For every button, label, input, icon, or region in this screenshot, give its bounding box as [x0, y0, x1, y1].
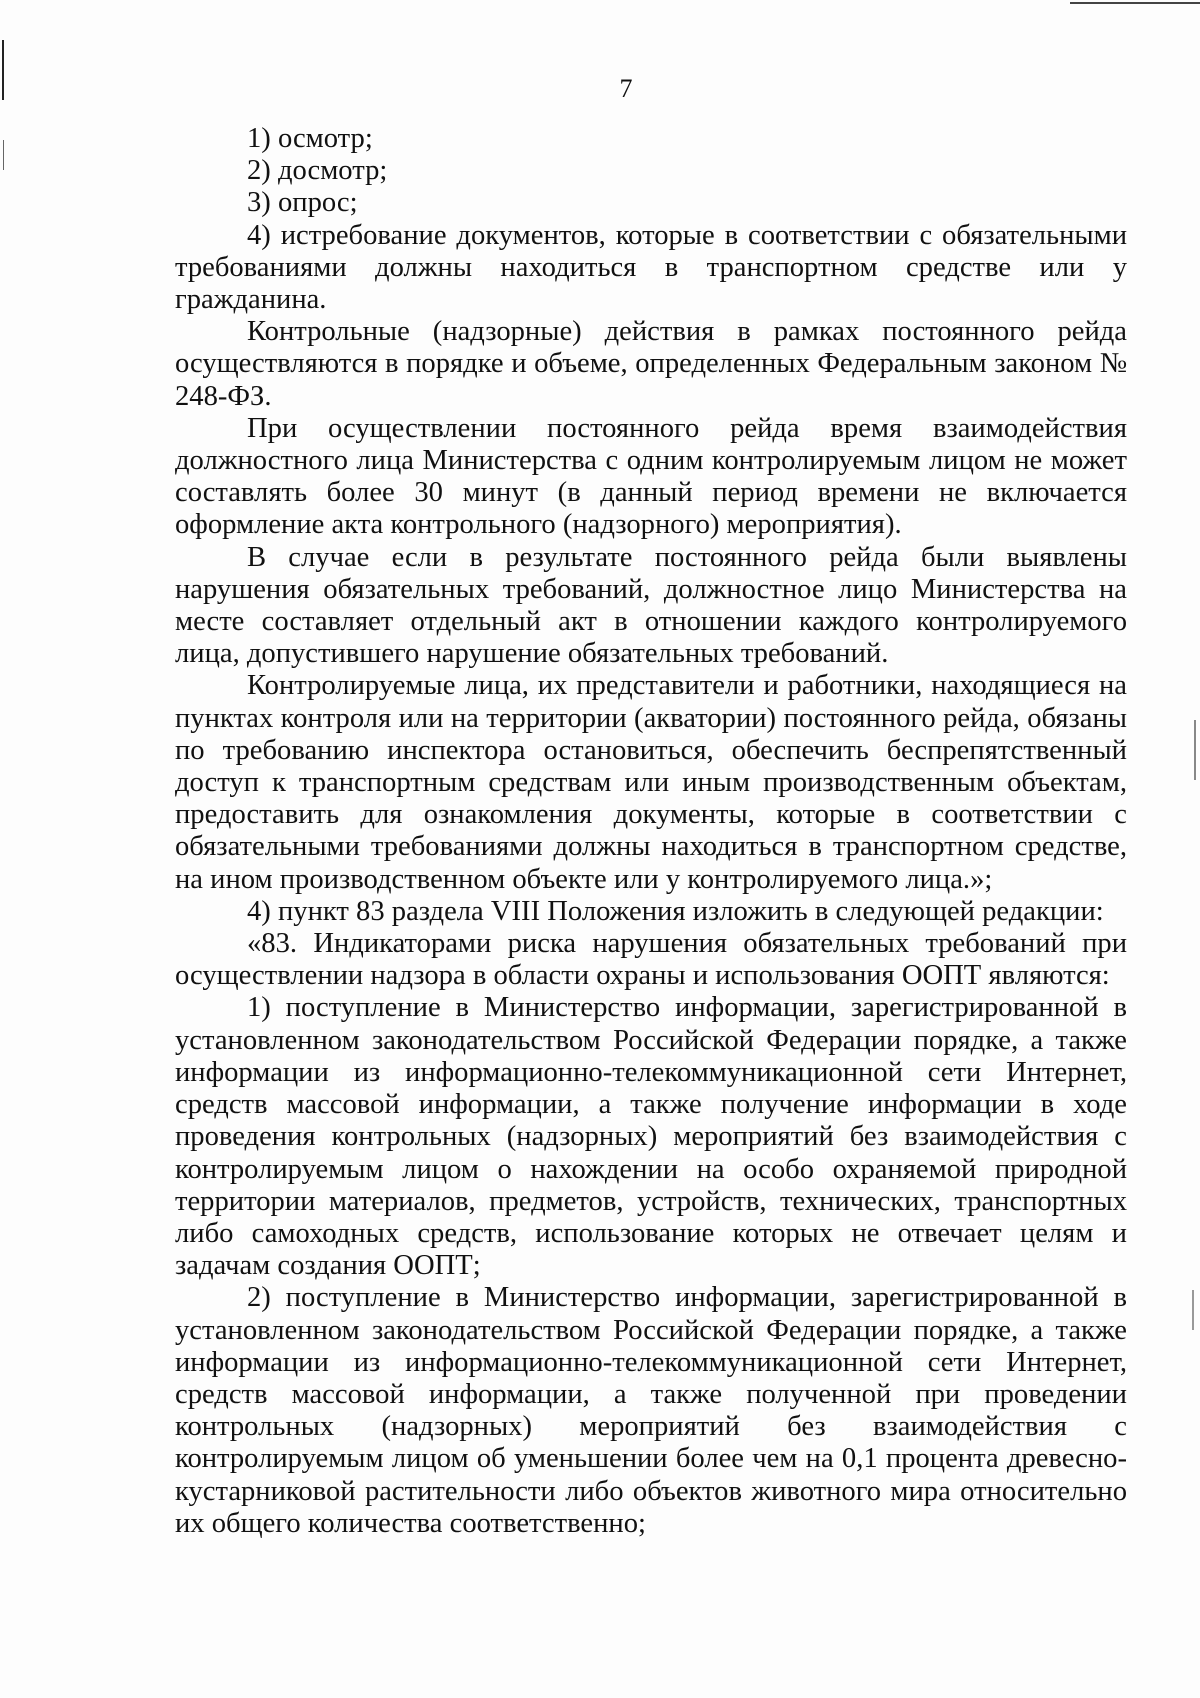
scan-edge-mark — [3, 140, 4, 170]
document-body — [175, 123, 1127, 1540]
list-item-documents-request: 4) истребование документов, которые в соответствии с обязательными требованиями должны находиться в транспортном средстве или у гражданина. — [175, 219, 1127, 316]
scan-edge-mark — [1070, 2, 1200, 4]
paragraph-violations: В случае если в результате постоянного рейда были выявлены нарушения обязательных требований, должностное лицо Министерства на месте составляет отдельный акт в отношении каждого контролируемого лица, допустившего нарушение обязательных требований. — [175, 541, 1127, 670]
list-item-search: 2) досмотр; — [247, 155, 388, 187]
scan-edge-mark — [1194, 720, 1196, 780]
paragraph-clause-83-amendment: 4) пункт 83 раздела VIII Положения изложить в следующей редакции: — [247, 895, 1104, 927]
scan-edge-mark — [1192, 1290, 1194, 1330]
page-number: 7 — [619, 74, 633, 103]
list-item-inspection: 1) осмотр; — [247, 123, 373, 154]
paragraph-interaction-time: При осуществлении постоянного рейда время взаимодействия должностного лица Министерства с одним контролируемым лицом не может составлять более 30 минут (в данный период времени не включается оформление акта контрольного (надзорного) мероприятия). — [175, 412, 1127, 541]
list-item-survey: 3) опрос; — [247, 187, 358, 219]
paragraph-controlled-persons: Контролируемые лица, их представители и работники, находящиеся на пунктах контроля или на территории (акватории) постоянного рейда, обязаны по требованию инспектора остановиться, обеспечить беспрепятственный доступ к транспортным средствам или иным производственным объектам, предоставить для ознакомления документы, которые в соответствии с обязательными требованиями должны находиться в транспортном средстве, на ином производственном объекте или у контролируемого лица.»; — [175, 670, 1127, 895]
list-item-indicator-2: 2) поступление в Министерство информации, зарегистрированной в установленном законодательством Российской Федерации порядке, а также информации из информационно-телекоммуникационной сети Интернет, средств массовой информации, а также полученной при проведении контрольных (надзорных) мероприятий без взаимодействия с контролируемым лицом об уменьшении более чем на 0,1 процента древесно-кустарниковой растительности либо объектов животного мира относительно их общего количества соответственно; — [175, 1282, 1127, 1539]
list-item-indicator-1: 1) поступление в Министерство информации, зарегистрированной в установленном законодательством Российской Федерации порядке, а также информации из информационно-телекоммуникационной сети Интернет, средств массовой информации, а также получение информации в ходе проведения контрольных (надзорных) мероприятий без взаимодействия с контролируемым лицом о нахождении на особо охраняемой природной территории материалов, предметов, устройств, технических, транспортных либо самоходных средств, использование которых не отвечает целям и задачам создания ООПТ; — [175, 992, 1127, 1282]
paragraph-risk-indicators: «83. Индикаторами риска нарушения обязательных требований при осуществлении надзора в области охраны и использования ООПТ являются: — [175, 928, 1127, 992]
paragraph-control-actions: Контрольные (надзорные) действия в рамках постоянного рейда осуществляются в порядке и объеме, определенных Федеральным законом № 248-ФЗ. — [175, 316, 1127, 412]
